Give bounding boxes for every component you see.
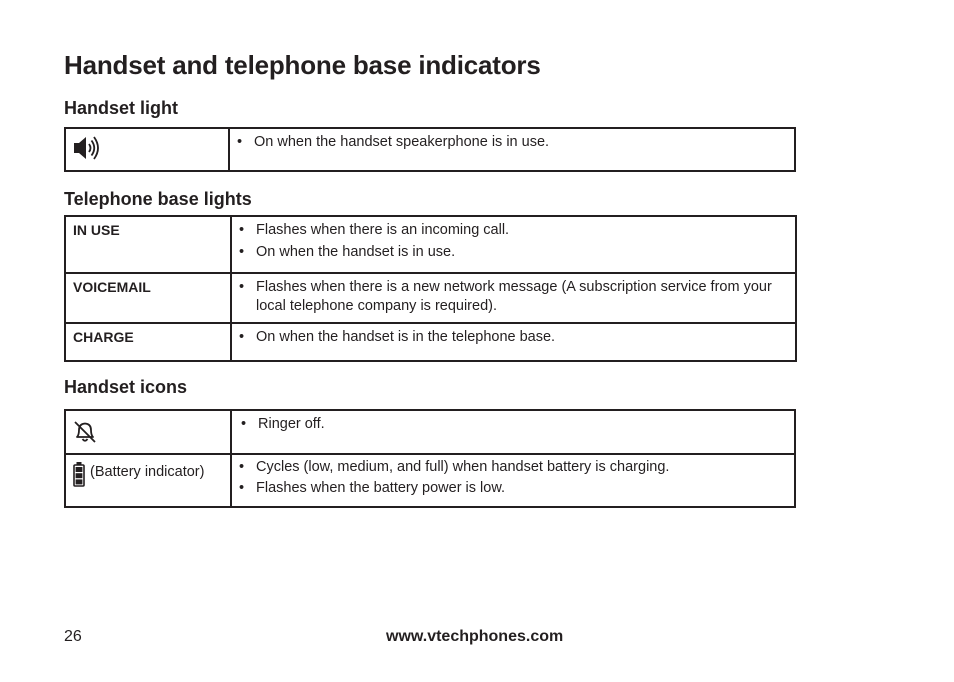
description-cell	[231, 410, 795, 454]
battery-indicator-label: (Battery indicator)	[90, 464, 205, 480]
speaker-icon	[72, 149, 102, 165]
handset-light-heading: Handset light	[64, 98, 179, 118]
list-item: • On when the handset is in use.	[239, 243, 791, 262]
label-cell: VOICEMAIL	[65, 273, 231, 323]
table-row	[65, 216, 796, 273]
handset-icons-table	[64, 409, 796, 508]
icon-cell	[65, 410, 231, 454]
base-lights-table	[64, 215, 797, 362]
table-row	[65, 454, 795, 507]
icon-cell	[65, 128, 229, 171]
label-cell: CHARGE	[65, 323, 231, 361]
page-title: Handset and telephone base indicators	[64, 50, 541, 80]
table-row	[65, 410, 795, 454]
battery-icon	[72, 475, 90, 491]
icon-cell	[65, 454, 231, 507]
description-cell	[229, 128, 795, 171]
list-item: • Cycles (low, medium, and full) when handset battery is charging.	[239, 458, 790, 477]
list-item: • On when the handset speakerphone is in use.	[237, 133, 790, 152]
list-item: • Flashes when there is an incoming call.	[239, 221, 791, 240]
handset-icons-heading: Handset icons	[64, 377, 188, 397]
footer-url: www.vtechphones.com	[386, 628, 564, 645]
table-row	[65, 323, 796, 361]
list-item: • Flashes when there is a new network message (A subscription service from your local telephone company is required).	[239, 278, 791, 316]
ringer-off-icon	[72, 433, 98, 449]
handset-light-table	[64, 127, 796, 172]
list-item: • Ringer off.	[241, 415, 790, 434]
base-lights-heading: Telephone base lights	[64, 189, 252, 209]
description-cell	[231, 273, 796, 323]
table-row	[65, 273, 796, 323]
label-cell: IN USE	[65, 216, 231, 273]
page-number: 26	[64, 628, 82, 645]
list-item: • Flashes when the battery power is low.	[239, 479, 790, 498]
list-item: • On when the handset is in the telephone base.	[239, 328, 791, 347]
description-cell	[231, 454, 795, 507]
description-cell	[231, 323, 796, 361]
description-cell	[231, 216, 796, 273]
table-row	[65, 128, 795, 171]
